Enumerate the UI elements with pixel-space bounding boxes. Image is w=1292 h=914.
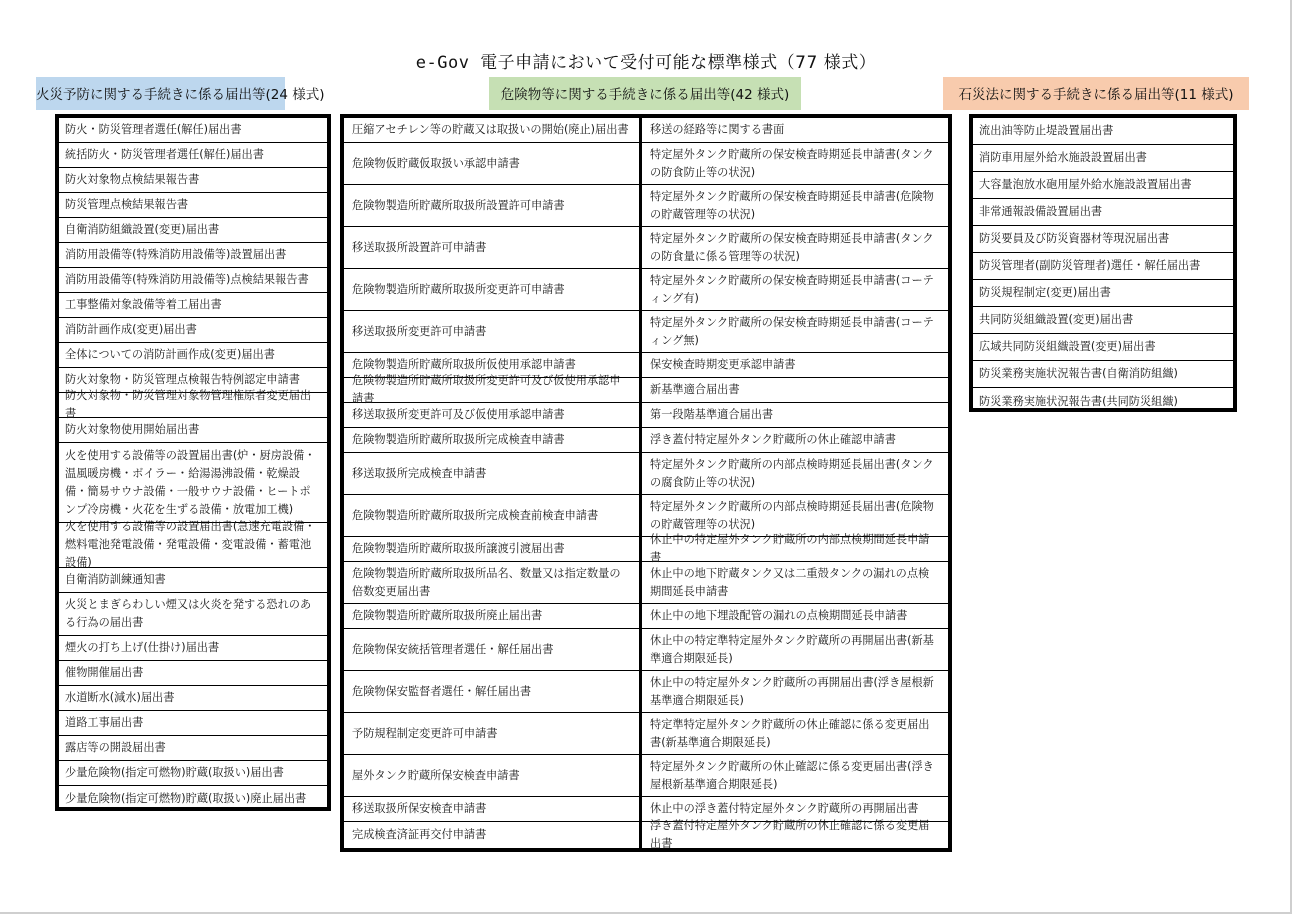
form-name: 防災規程制定(変更)届出書 [979, 286, 1111, 299]
form-name: 防火・防災管理者選任(解任)届出書 [65, 123, 242, 136]
form-name: 浮き蓋付特定屋外タンク貯蔵所の休止確認に係る変更届出書 [650, 818, 930, 850]
petroleum-form-row [973, 334, 1233, 361]
hazardous-form-row [344, 269, 639, 311]
form-name: 火を使用する設備等の設置届出書(炉・厨房設備・温風暖房機・ボイラー・給湯湯沸設備・乾燥設備・簡易サウナ設備・一般サウナ設備・ヒートポンプ冷房機・火花を生ずる設備・放電加工機) [65, 448, 316, 516]
form-name: 防火対象物・防災管理対象物管理権原者変更届出書 [65, 389, 312, 420]
fire-form-row [59, 389, 327, 420]
petroleum-form-row [973, 226, 1233, 253]
form-name: 自衛消防組織設置(変更)届出書 [65, 223, 220, 236]
form-name: 消防用設備等(特殊消防用設備等)設置届出書 [65, 248, 287, 261]
form-name: 危険物製造所貯蔵所取扱所変更許可及び仮使用承認申請書 [352, 374, 621, 405]
fire-form-row [59, 520, 327, 569]
form-name: 移送取扱所変更許可及び仮使用承認申請書 [352, 408, 565, 421]
form-name: 特定屋外タンク貯蔵所の保安検査時期延長申請書(タンクの防食量に係る管理等の状況) [650, 231, 934, 263]
form-name: 危険物製造所貯蔵所取扱所廃止届出書 [352, 609, 543, 622]
form-name: 危険物製造所貯蔵所取扱所仮使用承認申請書 [352, 358, 576, 371]
fire-form-row [59, 636, 327, 661]
form-name: 第一段階基準適合届出書 [650, 408, 774, 421]
form-name: 危険物製造所貯蔵所取扱所品名、数量又は指定数量の倍数変更届出書 [352, 566, 621, 598]
fire-form-row [59, 118, 327, 143]
form-name: 道路工事届出書 [65, 716, 144, 729]
hazardous-form-row [344, 629, 639, 671]
petroleum-disaster-header-label: 石災法に関する手続きに係る届出等(11 様式) [958, 87, 1234, 103]
petroleum-disaster-list [973, 118, 1233, 408]
form-name: 危険物製造所貯蔵所取扱所設置許可申請書 [352, 198, 565, 212]
form-name: 防災業務実施状況報告書(自衛消防組織) [979, 367, 1178, 380]
fire-form-row [59, 143, 327, 168]
petroleum-form-row [973, 280, 1233, 307]
form-name: 特定屋外タンク貯蔵所の保安検査時期延長申請書(タンクの防食防止等の状況) [650, 147, 934, 179]
petroleum-form-row [973, 118, 1233, 145]
fire-prevention-list [59, 118, 327, 807]
hazardous-form-row [344, 797, 639, 822]
form-name: 防災管理点検結果報告書 [65, 198, 189, 211]
fire-form-row [59, 736, 327, 761]
hazardous-form-row [642, 185, 948, 227]
form-name: 休止中の浮き蓋付特定屋外タンク貯蔵所の再開届出書 [650, 802, 919, 815]
form-name: 防火対象物点検結果報告書 [65, 173, 200, 186]
fire-form-row [59, 268, 327, 293]
form-name: 特定屋外タンク貯蔵所の保安検査時期延長申請書(コーティング無) [650, 315, 934, 347]
form-name: 休止中の地下埋設配管の漏れの点検期間延長申請書 [650, 609, 908, 622]
form-name: 浮き蓋付特定屋外タンク貯蔵所の休止確認申請書 [650, 433, 896, 446]
form-name: 少量危険物(指定可燃物)貯蔵(取扱い)廃止届出書 [65, 791, 307, 805]
form-name: 危険物仮貯蔵仮取扱い承認申請書 [352, 156, 520, 170]
fire-prevention-table [55, 114, 331, 811]
fire-form-row [59, 686, 327, 711]
petroleum-form-row [973, 361, 1233, 388]
fire-form-row [59, 193, 327, 218]
hazardous-form-row [642, 269, 948, 311]
title-text: 電子申請において受付可能な標準様式（77 様式） [480, 53, 877, 73]
hazardous-materials-table [340, 114, 952, 852]
petroleum-disaster-header [943, 77, 1249, 110]
hazardous-form-row [344, 671, 639, 713]
form-name: 共同防災組織設置(変更)届出書 [979, 313, 1134, 326]
hazardous-materials-left-column [344, 118, 642, 848]
fire-form-row [59, 786, 327, 811]
hazardous-form-row [344, 755, 639, 797]
form-name: 水道断水(減水)届出書 [65, 691, 175, 704]
hazardous-form-row [344, 537, 639, 562]
form-name: 特定屋外タンク貯蔵所の休止確認に係る変更届出書(浮き屋根新基準適合期限延長) [650, 759, 934, 791]
form-name: 防火対象物使用開始届出書 [65, 423, 200, 436]
form-name: 休止中の特定屋外タンク貯蔵所の再開届出書(浮き屋根新基準適合期限延長) [650, 675, 934, 707]
form-name: 防火対象物・防災管理点検報告特例認定申請書 [65, 373, 300, 386]
hazardous-materials-header [489, 77, 801, 110]
fire-form-row [59, 243, 327, 268]
hazardous-form-row [344, 562, 639, 604]
fire-form-row [59, 418, 327, 443]
hazardous-form-row [642, 629, 948, 671]
hazardous-form-row [642, 403, 948, 428]
hazardous-form-row [642, 671, 948, 713]
hazardous-form-row [344, 311, 639, 353]
hazardous-form-row [642, 143, 948, 185]
hazardous-form-row [642, 227, 948, 269]
petroleum-form-row [973, 307, 1233, 334]
form-name: 特定屋外タンク貯蔵所の内部点検時期延長届出書(タンクの腐食防止等の状況) [650, 457, 934, 489]
form-name: 流出油等防止堤設置届出書 [979, 124, 1114, 137]
hazardous-materials-right-column [642, 118, 948, 848]
form-name: 移送取扱所変更許可申請書 [352, 324, 487, 338]
petroleum-form-row [973, 199, 1233, 226]
hazardous-form-row [344, 822, 639, 847]
hazardous-form-row [642, 428, 948, 453]
form-name: 火を使用する設備等の設置届出書(急速充電設備・燃料電池発電設備・発電設備・変電設備・蓄電池設備) [65, 520, 316, 569]
hazardous-form-row [642, 353, 948, 378]
form-name: 完成検査済証再交付申請書 [352, 827, 487, 841]
form-name: 非常通報設備設置届出書 [979, 205, 1103, 218]
form-name: 防災要員及び防災資器材等現況届出書 [979, 232, 1170, 245]
hazardous-form-row [642, 713, 948, 755]
form-name: 危険物製造所貯蔵所取扱所譲渡引渡届出書 [352, 542, 565, 555]
hazardous-form-row [642, 755, 948, 797]
fire-form-row [59, 318, 327, 343]
petroleum-form-row [973, 145, 1233, 172]
form-name: 消防用設備等(特殊消防用設備等)点検結果報告書 [65, 273, 309, 286]
hazardous-form-row [344, 227, 639, 269]
hazardous-form-row [344, 604, 639, 629]
form-name: 工事整備対象設備等着工届出書 [65, 298, 222, 311]
fire-form-row [59, 761, 327, 786]
fire-form-row [59, 568, 327, 593]
form-name: 危険物製造所貯蔵所取扱所完成検査申請書 [352, 433, 565, 446]
fire-prevention-header-label: 火災予防に関する手続きに係る届出等(24 様式) [36, 87, 325, 103]
hazardous-form-row [344, 495, 639, 537]
form-name: 新基準適合届出書 [650, 383, 740, 396]
document-title [0, 50, 1292, 76]
fire-form-row [59, 168, 327, 193]
fire-form-row [59, 711, 327, 736]
fire-form-row [59, 593, 327, 636]
petroleum-form-row [973, 253, 1233, 280]
hazardous-form-row [344, 118, 639, 143]
hazardous-form-row [344, 428, 639, 453]
form-name: 全体についての消防計画作成(変更)届出書 [65, 348, 275, 361]
form-name: 移送取扱所保安検査申請書 [352, 802, 487, 815]
hazardous-form-row [344, 453, 639, 495]
hazardous-form-row [642, 453, 948, 495]
form-name: 特定準特定屋外タンク貯蔵所の休止確認に係る変更届出書(新基準適合期限延長) [650, 717, 930, 749]
form-name: 危険物保安監督者選任・解任届出書 [352, 684, 532, 698]
form-name: 移送取扱所完成検査申請書 [352, 466, 487, 480]
hazardous-materials-header-label: 危険物等に関する手続きに係る届出等(42 様式) [500, 87, 790, 103]
form-name: 圧縮アセチレン等の貯蔵又は取扱いの開始(廃止)届出書 [352, 123, 629, 136]
form-name: 休止中の特定屋外タンク貯蔵所の内部点検期間延長申請書 [650, 533, 930, 564]
form-name: 移送取扱所設置許可申請書 [352, 240, 487, 254]
hazardous-materials-grid [344, 118, 948, 848]
form-name: 屋外タンク貯蔵所保安検査申請書 [352, 768, 520, 782]
hazardous-form-row [344, 185, 639, 227]
fire-form-row [59, 343, 327, 368]
form-name: 催物開催届出書 [65, 666, 144, 679]
form-name: 自衛消防訓練通知書 [65, 573, 166, 586]
hazardous-form-row [642, 311, 948, 353]
form-name: 煙火の打ち上げ(仕掛け)届出書 [65, 641, 220, 654]
form-name: 移送の経路等に関する書面 [650, 123, 785, 136]
hazardous-form-row [344, 143, 639, 185]
petroleum-disaster-table [969, 114, 1237, 412]
form-name: 防災業務実施状況報告書(共同防災組織) [979, 394, 1178, 408]
petroleum-form-row [973, 172, 1233, 199]
hazardous-form-row [344, 403, 639, 428]
fire-form-row [59, 218, 327, 243]
hazardous-form-row [344, 374, 639, 405]
form-name: 大容量泡放水砲用屋外給水施設設置届出書 [979, 178, 1192, 191]
form-name: 火災とまぎらわしい煙又は火炎を発する恐れのある行為の届出書 [65, 598, 312, 629]
form-name: 保安検査時期変更承認申請書 [650, 358, 796, 371]
form-name: 休止中の地下貯蔵タンク又は二重殻タンクの漏れの点検期間延長申請書 [650, 566, 930, 598]
hazardous-form-row [642, 118, 948, 143]
fire-prevention-header [36, 77, 325, 110]
form-name: 露店等の開設届出書 [65, 741, 166, 754]
form-name: 危険物製造所貯蔵所取扱所完成検査前検査申請書 [352, 508, 599, 522]
hazardous-form-row [344, 713, 639, 755]
fire-form-row [59, 293, 327, 318]
form-name: 危険物製造所貯蔵所取扱所変更許可申請書 [352, 282, 565, 296]
form-name: 危険物保安統括管理者選任・解任届出書 [352, 642, 554, 656]
fire-form-row [59, 443, 327, 523]
form-name: 消防計画作成(変更)届出書 [65, 323, 197, 336]
hazardous-form-row [642, 378, 948, 403]
hazardous-form-row [642, 604, 948, 629]
form-name: 消防車用屋外給水施設設置届出書 [979, 151, 1147, 164]
hazardous-form-row [642, 818, 948, 850]
hazardous-form-row [642, 562, 948, 604]
title-prefix: e-Gov [415, 53, 470, 73]
form-name: 特定屋外タンク貯蔵所の内部点検時期延長届出書(危険物の貯蔵管理等の状況) [650, 499, 934, 531]
hazardous-form-row [642, 533, 948, 564]
form-name: 防災管理者(副防災管理者)選任・解任届出書 [979, 259, 1201, 272]
form-name: 特定屋外タンク貯蔵所の保安検査時期延長申請書(危険物の貯蔵管理等の状況) [650, 189, 934, 221]
form-name: 統括防火・防災管理者選任(解任)届出書 [65, 148, 264, 161]
petroleum-form-row [973, 388, 1233, 415]
form-name: 特定屋外タンク貯蔵所の保安検査時期延長申請書(コーティング有) [650, 273, 934, 305]
form-name: 少量危険物(指定可燃物)貯蔵(取扱い)届出書 [65, 766, 284, 779]
form-name: 広域共同防災組織設置(変更)届出書 [979, 340, 1156, 353]
form-name: 休止中の特定準特定屋外タンク貯蔵所の再開届出書(新基準適合期限延長) [650, 633, 934, 665]
form-name: 予防規程制定変更許可申請書 [352, 726, 498, 740]
fire-form-row [59, 661, 327, 686]
